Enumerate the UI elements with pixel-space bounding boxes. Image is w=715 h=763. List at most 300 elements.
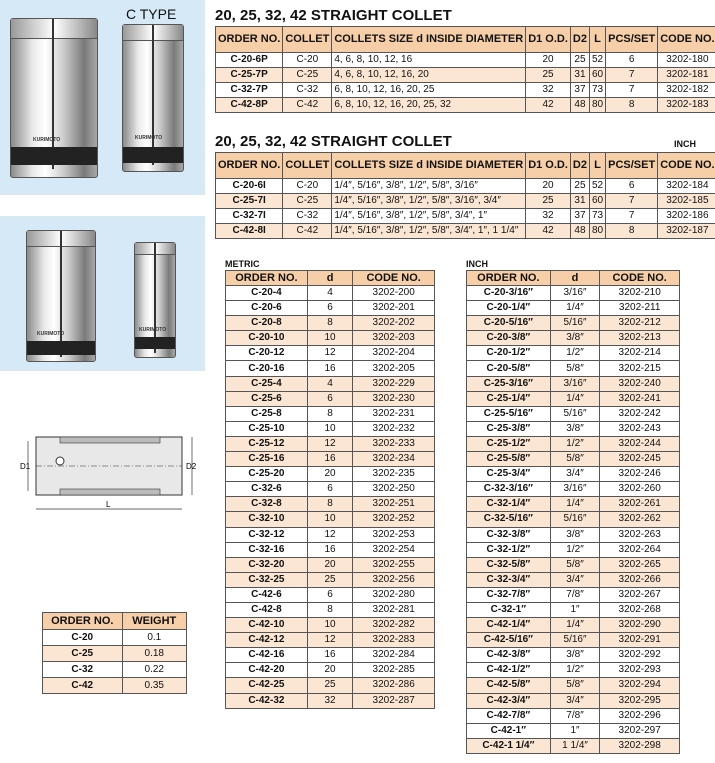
table-cell: C-20-3/16″ — [467, 286, 551, 301]
table-cell: 3202-285 — [353, 663, 435, 678]
table-row — [467, 618, 680, 633]
table-cell: 3202-293 — [600, 663, 680, 678]
table-row — [226, 648, 435, 663]
table-cell: 25 — [526, 68, 571, 83]
table-cell: 20 — [526, 179, 571, 194]
table-cell: C-20 — [43, 630, 123, 646]
table-cell: 5/16″ — [550, 406, 600, 421]
table-cell: 12 — [307, 436, 353, 451]
table-cell: 7/8″ — [550, 708, 600, 723]
table-cell: 3202-263 — [600, 527, 680, 542]
table-cell: 25 — [307, 678, 353, 693]
table-cell: 3202-211 — [600, 301, 680, 316]
table-cell: C-25-5/8″ — [467, 452, 551, 467]
table-cell: 10 — [307, 421, 353, 436]
table-cell: 10 — [307, 512, 353, 527]
table-cell: C-32-25 — [226, 572, 308, 587]
header-cell: ORDER NO. — [216, 153, 283, 179]
table-row — [467, 467, 680, 482]
table-cell: 3202-281 — [353, 602, 435, 617]
table-cell: 3/8″ — [550, 331, 600, 346]
table-cell: 3202-267 — [600, 587, 680, 602]
table-cell: C-32-5/8″ — [467, 557, 551, 572]
table-cell: 0.1 — [122, 630, 186, 646]
table-cell: 52 — [589, 179, 605, 194]
table-cell: 6, 8, 10, 12, 16, 20, 25, 32 — [332, 98, 526, 113]
table-cell: C-42-1/4″ — [467, 618, 551, 633]
table-row — [467, 663, 680, 678]
table-row — [226, 286, 435, 301]
table-cell: C-42 — [43, 678, 123, 694]
table-cell: 80 — [589, 224, 605, 239]
table-row — [226, 452, 435, 467]
table-cell: 32 — [526, 209, 571, 224]
table-row — [226, 421, 435, 436]
table-cell: 25 — [570, 179, 589, 194]
table-row — [467, 346, 680, 361]
table-cell: 10 — [307, 618, 353, 633]
table-row — [226, 663, 435, 678]
header-cell: CODE NO. — [353, 271, 435, 286]
table-cell: C-25-4 — [226, 376, 308, 391]
table-cell: C-42-5/16″ — [467, 633, 551, 648]
table-cell: 42 — [526, 98, 571, 113]
header-cell: PCS/SET — [606, 153, 658, 179]
table-cell: C-20-5/8″ — [467, 361, 551, 376]
table-cell: 16 — [307, 452, 353, 467]
table-cell: 1″ — [550, 723, 600, 738]
table-cell: 4 — [307, 376, 353, 391]
header-cell: ORDER NO. — [226, 271, 308, 286]
metric-title: METRIC — [225, 259, 260, 269]
table-cell: C-25-3/4″ — [467, 467, 551, 482]
table-row — [226, 542, 435, 557]
table-row — [226, 436, 435, 451]
table-cell: 5/8″ — [550, 678, 600, 693]
table-cell: C-20-6 — [226, 301, 308, 316]
table-cell: C-25-6 — [226, 391, 308, 406]
table-cell: 3202-298 — [600, 738, 680, 753]
header-cell: ORDER NO. — [216, 27, 283, 53]
table-row — [467, 452, 680, 467]
table-cell: 10 — [307, 331, 353, 346]
header-cell: D1 O.D. — [526, 153, 571, 179]
table-cell: 60 — [589, 68, 605, 83]
table-cell: 3202-210 — [600, 286, 680, 301]
weight-table — [42, 612, 187, 694]
table-cell: 6, 8, 10, 12, 16, 20, 25 — [332, 83, 526, 98]
table-cell: C-20-4 — [226, 286, 308, 301]
table-cell: 3202-205 — [353, 361, 435, 376]
table-cell: C-32-20 — [226, 557, 308, 572]
table-row — [467, 286, 680, 301]
table-cell: 3202-215 — [600, 361, 680, 376]
table-cell: 3202-203 — [353, 331, 435, 346]
table-cell: 8 — [307, 406, 353, 421]
table-cell: C-20-8 — [226, 316, 308, 331]
table-cell: C-25-20 — [226, 467, 308, 482]
table-cell: 3202-296 — [600, 708, 680, 723]
table-cell: 5/8″ — [550, 557, 600, 572]
table-cell: 5/16″ — [550, 316, 600, 331]
table-cell: 0.35 — [122, 678, 186, 694]
table-cell: 3202-233 — [353, 436, 435, 451]
table-cell: 3202-280 — [353, 587, 435, 602]
table-cell: 3202-232 — [353, 421, 435, 436]
table-cell: 3202-291 — [600, 633, 680, 648]
table-row — [467, 301, 680, 316]
table-cell: 3202-254 — [353, 542, 435, 557]
table-row — [226, 678, 435, 693]
table-cell: 3202-295 — [600, 693, 680, 708]
table-row — [226, 587, 435, 602]
table-cell: C-20 — [283, 179, 332, 194]
table-cell: C-25-7P — [216, 68, 283, 83]
table-cell: 3/8″ — [550, 527, 600, 542]
table-cell: 25 — [307, 572, 353, 587]
table-cell: 1/4″ — [550, 391, 600, 406]
table-cell: C-32-12 — [226, 527, 308, 542]
table-cell: C-25-5/16″ — [467, 406, 551, 421]
table-cell: C-20-6P — [216, 53, 283, 68]
table-cell: 73 — [589, 209, 605, 224]
table-cell: C-32-3/4″ — [467, 572, 551, 587]
table-cell: C-42-8 — [226, 602, 308, 617]
table-row — [467, 391, 680, 406]
table-row — [43, 678, 187, 694]
table-row — [216, 224, 715, 239]
table-cell: 3202-183 — [658, 98, 715, 113]
table-cell: C-20-3/8″ — [467, 331, 551, 346]
table-cell: 3202-297 — [600, 723, 680, 738]
table-cell: 5/16″ — [550, 633, 600, 648]
table-cell: C-42-8I — [216, 224, 283, 239]
table-cell: C-20-1/2″ — [467, 346, 551, 361]
table-cell: 1/4″, 5/16″, 3/8″, 1/2″, 5/8″, 3/4″, 1″, 1 1/4″ — [332, 224, 526, 239]
table-cell: 1 1/4″ — [550, 738, 600, 753]
table-row — [216, 98, 715, 113]
table-cell: 6 — [606, 53, 658, 68]
metric-collet-table — [225, 270, 435, 709]
table-row — [467, 572, 680, 587]
table-cell: 3202-182 — [658, 83, 715, 98]
table-row — [226, 482, 435, 497]
d1-label: D1 — [20, 462, 31, 471]
table-row — [226, 618, 435, 633]
table-cell: 3202-283 — [353, 633, 435, 648]
table-cell: 31 — [570, 68, 589, 83]
table-cell: 3202-204 — [353, 346, 435, 361]
table-row — [226, 331, 435, 346]
table-row — [216, 179, 715, 194]
table-cell: 3202-264 — [600, 542, 680, 557]
table-cell: 48 — [570, 224, 589, 239]
table-cell: C-20-16 — [226, 361, 308, 376]
table-cell: 8 — [606, 98, 658, 113]
table-cell: 7 — [606, 194, 658, 209]
table-cell: 7 — [606, 68, 658, 83]
table1-title: 20, 25, 32, 42 STRAIGHT COLLET — [215, 7, 452, 24]
inch-title: INCH — [466, 259, 488, 269]
table-cell: 37 — [570, 83, 589, 98]
table-cell: 1″ — [550, 602, 600, 617]
header-cell: PCS/SET — [606, 27, 658, 53]
table-cell: 3202-250 — [353, 482, 435, 497]
table-cell: 20 — [307, 663, 353, 678]
table-cell: 3202-214 — [600, 346, 680, 361]
table-cell: 8 — [307, 497, 353, 512]
table-cell: C-32-1/4″ — [467, 497, 551, 512]
table-cell: 3202-253 — [353, 527, 435, 542]
table-cell: 3202-180 — [658, 53, 715, 68]
table-cell: 16 — [307, 648, 353, 663]
table-cell: 3/4″ — [550, 467, 600, 482]
table-cell: C-32-3/16″ — [467, 482, 551, 497]
table-cell: C-32-5/16″ — [467, 512, 551, 527]
l-label: L — [106, 500, 111, 509]
table-cell: C-20-5/16″ — [467, 316, 551, 331]
table-cell: 6 — [606, 179, 658, 194]
table2-unit: INCH — [674, 139, 696, 149]
table-cell: C-32-3/8″ — [467, 527, 551, 542]
table-cell: 12 — [307, 346, 353, 361]
table-row — [226, 633, 435, 648]
table-cell: 8 — [307, 316, 353, 331]
table-row — [467, 406, 680, 421]
table-cell: 3/8″ — [550, 648, 600, 663]
table-cell: C-42-25 — [226, 678, 308, 693]
header-cell: COLLET — [283, 153, 332, 179]
c-type-label: C TYPE — [126, 6, 177, 22]
header-cell: COLLETS SIZE d INSIDE DIAMETER — [332, 27, 526, 53]
table-cell: C-25 — [283, 194, 332, 209]
table-row — [226, 406, 435, 421]
collet-photo-small — [0, 216, 205, 371]
table-cell: 0.18 — [122, 646, 186, 662]
collet-large-image: KURIMOTO — [10, 18, 98, 178]
table-cell: 4, 6, 8, 10, 12, 16, 20 — [332, 68, 526, 83]
table-row — [226, 376, 435, 391]
table-cell: C-25-3/8″ — [467, 421, 551, 436]
table-row — [216, 209, 715, 224]
table-row — [467, 497, 680, 512]
inch-collet-table — [466, 270, 680, 754]
collet-narrow-image: KURIMOTO — [134, 242, 176, 358]
straight-collet-metric-table — [215, 26, 715, 113]
table-row — [226, 512, 435, 527]
table-cell: 12 — [307, 633, 353, 648]
straight-collet-inch-table — [215, 152, 715, 239]
table-cell: 3202-266 — [600, 572, 680, 587]
table-cell: C-42-10 — [226, 618, 308, 633]
table-cell: C-25-3/16″ — [467, 376, 551, 391]
table-row — [467, 331, 680, 346]
table-cell: C-32-6 — [226, 482, 308, 497]
table-cell: 3202-246 — [600, 467, 680, 482]
table-cell: 5/8″ — [550, 361, 600, 376]
table-cell: 4, 6, 8, 10, 12, 16 — [332, 53, 526, 68]
table-row — [467, 376, 680, 391]
table-cell: 3202-231 — [353, 406, 435, 421]
table-cell: 3202-245 — [600, 452, 680, 467]
table-cell: C-20-6I — [216, 179, 283, 194]
header-cell: L — [589, 153, 605, 179]
collet-small-image: KURIMOTO — [122, 24, 184, 172]
table-cell: 3202-229 — [353, 376, 435, 391]
table-cell: 3202-235 — [353, 467, 435, 482]
collet-dimension-diagram — [20, 425, 200, 525]
table-cell: C-25 — [43, 646, 123, 662]
collet-wide-image: KURIMOTO — [26, 230, 96, 362]
table-cell: C-32 — [283, 83, 332, 98]
table-row — [226, 602, 435, 617]
table-cell: 1/4″ — [550, 618, 600, 633]
table-cell: 3202-181 — [658, 68, 715, 83]
table-cell: 3202-201 — [353, 301, 435, 316]
table-cell: C-42 — [283, 98, 332, 113]
table-cell: 3/16″ — [550, 286, 600, 301]
table-cell: 31 — [570, 194, 589, 209]
table-cell: C-42-1 1/4″ — [467, 738, 551, 753]
header-cell: d — [550, 271, 600, 286]
table-cell: 7/8″ — [550, 587, 600, 602]
table-cell: 3202-184 — [658, 179, 715, 194]
table-row — [467, 633, 680, 648]
table-row — [43, 662, 187, 678]
table-row — [467, 482, 680, 497]
header-cell: CODE NO. — [658, 153, 715, 179]
table-cell: 3202-242 — [600, 406, 680, 421]
table-cell: 3202-234 — [353, 452, 435, 467]
table-cell: 7 — [606, 209, 658, 224]
table-row — [43, 646, 187, 662]
table-cell: 3202-230 — [353, 391, 435, 406]
table-cell: 1/4″, 5/16″, 3/8″, 1/2″, 5/8″, 3/4″, 1″ — [332, 209, 526, 224]
header-cell: D2 — [570, 27, 589, 53]
table-cell: C-25-16 — [226, 452, 308, 467]
table-cell: 3202-262 — [600, 512, 680, 527]
header-cell: L — [589, 27, 605, 53]
table-row — [216, 194, 715, 209]
table-cell: 3202-287 — [353, 693, 435, 708]
table-cell: 3202-185 — [658, 194, 715, 209]
table-cell: C-32 — [283, 209, 332, 224]
table-row — [226, 693, 435, 708]
table-cell: 3202-244 — [600, 436, 680, 451]
header-cell: COLLETS SIZE d INSIDE DIAMETER — [332, 153, 526, 179]
table-cell: 3202-200 — [353, 286, 435, 301]
table-row — [226, 497, 435, 512]
table-cell: C-32-1/2″ — [467, 542, 551, 557]
table-cell: 37 — [570, 209, 589, 224]
table-cell: 8 — [307, 602, 353, 617]
table-cell: 16 — [307, 542, 353, 557]
table-cell: C-42-12 — [226, 633, 308, 648]
table-row — [467, 708, 680, 723]
header-cell: CODE NO. — [658, 27, 715, 53]
table-cell: 3202-202 — [353, 316, 435, 331]
table-cell: 3202-213 — [600, 331, 680, 346]
table-cell: 3202-294 — [600, 678, 680, 693]
table-cell: C-42-8P — [216, 98, 283, 113]
table-cell: 3/8″ — [550, 421, 600, 436]
table-row — [216, 83, 715, 98]
table-row — [226, 572, 435, 587]
table-cell: 3202-240 — [600, 376, 680, 391]
table-cell: 3202-260 — [600, 482, 680, 497]
table-row — [216, 68, 715, 83]
table-cell: 32 — [307, 693, 353, 708]
table-cell: 80 — [589, 98, 605, 113]
table-cell: 1/2″ — [550, 542, 600, 557]
table-cell: 42 — [526, 224, 571, 239]
table-cell: 8 — [606, 224, 658, 239]
table-row — [226, 557, 435, 572]
table-row — [226, 391, 435, 406]
table-row — [216, 53, 715, 68]
table-cell: C-25-1/2″ — [467, 436, 551, 451]
table-cell: 20 — [307, 557, 353, 572]
table-cell: 3202-187 — [658, 224, 715, 239]
table-cell: 3202-268 — [600, 602, 680, 617]
table-cell: C-20-10 — [226, 331, 308, 346]
table-cell: 0.22 — [122, 662, 186, 678]
table-cell: 3202-290 — [600, 618, 680, 633]
table-row — [467, 678, 680, 693]
table-cell: 3202-255 — [353, 557, 435, 572]
table-cell: 20 — [526, 53, 571, 68]
table-cell: C-32 — [43, 662, 123, 678]
table-row — [467, 361, 680, 376]
table-cell: 1/4″ — [550, 301, 600, 316]
header-cell: COLLET — [283, 27, 332, 53]
table-row — [467, 648, 680, 663]
collet-photo-large — [0, 0, 205, 195]
table-row — [226, 361, 435, 376]
table-cell: 6 — [307, 587, 353, 602]
table-cell: C-42-3/4″ — [467, 693, 551, 708]
table-cell: 52 — [589, 53, 605, 68]
table-cell: C-42-1/2″ — [467, 663, 551, 678]
table-cell: 5/16″ — [550, 512, 600, 527]
header-cell: d — [307, 271, 353, 286]
table-row — [467, 512, 680, 527]
table-row — [226, 527, 435, 542]
table-row — [467, 557, 680, 572]
table-cell: 3/4″ — [550, 693, 600, 708]
table-cell: C-32-1″ — [467, 602, 551, 617]
header-cell: WEIGHT — [122, 613, 186, 630]
table-cell: 6 — [307, 301, 353, 316]
table-cell: C-32-7/8″ — [467, 587, 551, 602]
table-cell: C-20-1/4″ — [467, 301, 551, 316]
table-cell: 25 — [526, 194, 571, 209]
table-row — [467, 738, 680, 753]
table-row — [467, 723, 680, 738]
table-cell: 3202-286 — [353, 678, 435, 693]
table-cell: 6 — [307, 391, 353, 406]
table-cell: 3202-292 — [600, 648, 680, 663]
table-row — [226, 316, 435, 331]
table-cell: C-42-7/8″ — [467, 708, 551, 723]
table2-title: 20, 25, 32, 42 STRAIGHT COLLET — [215, 133, 452, 150]
table-cell: 3/4″ — [550, 572, 600, 587]
table-cell: 20 — [307, 467, 353, 482]
table-cell: 1/2″ — [550, 346, 600, 361]
table-cell: 3202-243 — [600, 421, 680, 436]
table-cell: 3202-265 — [600, 557, 680, 572]
table-cell: 12 — [307, 527, 353, 542]
